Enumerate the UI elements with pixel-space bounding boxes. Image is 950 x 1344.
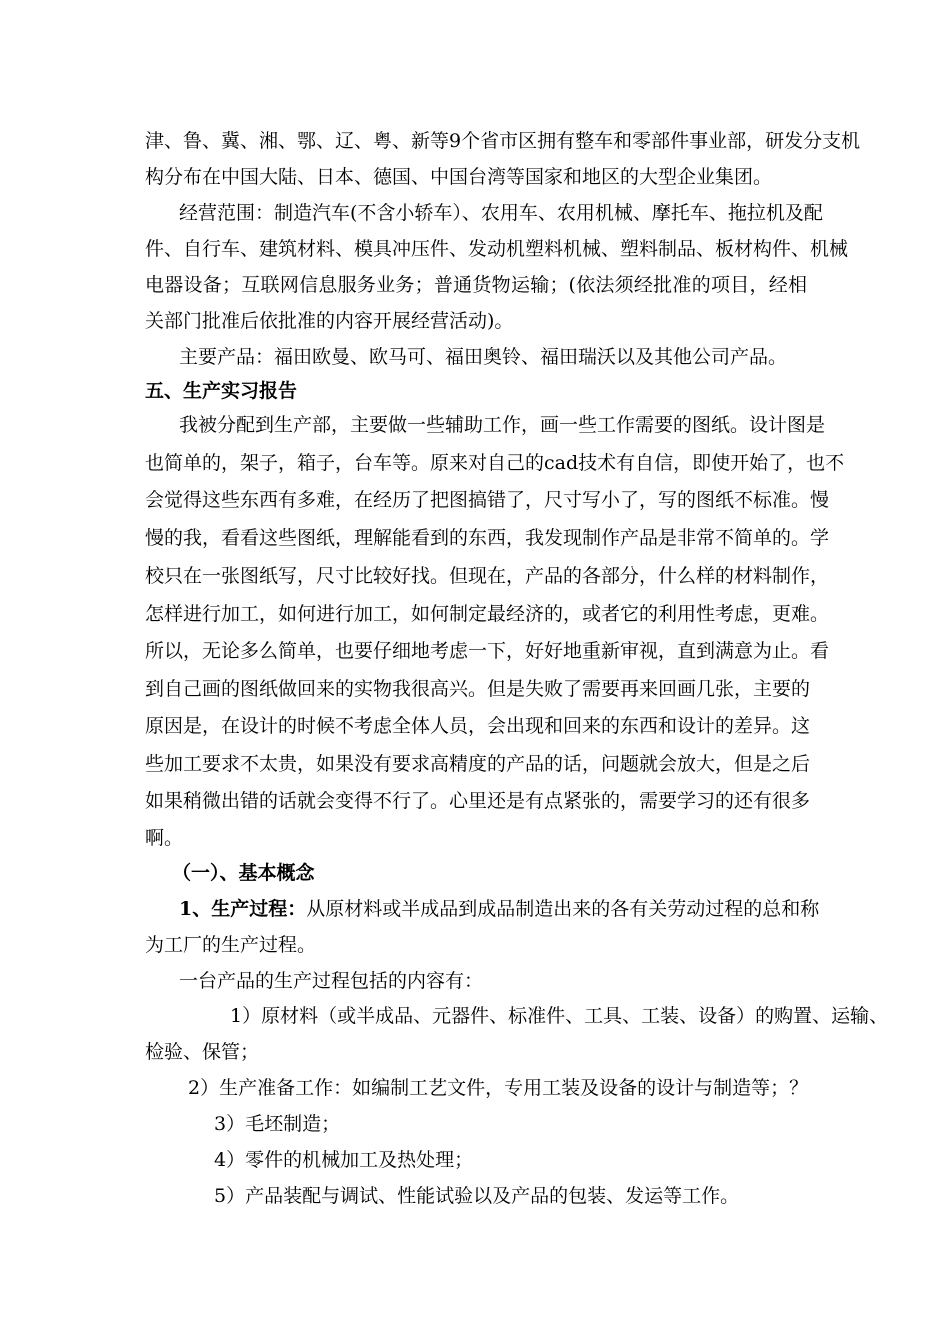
paragraph-scope-line-1: 经营范围：制造汽车(不含小轿车）、农用车、农用机械、摩托车、拖拉机及配	[179, 202, 823, 224]
paragraph-report-line-9: 原因是，在设计的时候不考虑全体人员，会出现和回来的东西和设计的差异。这	[145, 715, 811, 737]
paragraph-scope-line-3: 电器设备；互联网信息服务业务；普通货物运输；(依法须经批准的项目，经相	[145, 274, 807, 296]
paragraph-scope-line-2: 件、自行车、建筑材料、模具冲压件、发动机塑料机械、塑料制品、板材构件、机械	[145, 238, 849, 260]
list-item-4: 4）零件的机械加工及热处理；	[214, 1149, 474, 1171]
list-item-2: 2）生产准备工作：如编制工艺文件，专用工装及设备的设计与制造等；？	[188, 1077, 809, 1099]
paragraph-regions-line-2: 构分布在中国大陆、日本、德国、中国台湾等国家和地区的大型企业集团。	[145, 166, 773, 188]
paragraph-report-line-3: 会觉得这些东西有多难，在经历了把图搞错了，尺寸写小了，写的图纸不标准。慢	[145, 489, 830, 511]
paragraph-report-line-7: 所以，无论多么简单，也要仔细地考虑一下，好好地重新审视，直到满意为止。看	[145, 640, 830, 662]
term-production-process: 1、生产过程：	[179, 898, 307, 920]
paragraph-process-line-1	[179, 891, 820, 927]
paragraph-report-line-12: 啊。	[145, 827, 184, 849]
paragraph-report-line-5: 校只在一张图纸写，尺寸比较好找。但现在，产品的各部分，什么样的材料制作，	[145, 565, 830, 587]
paragraph-regions-line-1: 津、鲁、冀、湘、鄂、辽、粤、新等9个省市区拥有整车和零部件事业部，研发分支机	[145, 130, 861, 152]
paragraph-includes: 一台产品的生产过程包括的内容有：	[179, 970, 484, 992]
paragraph-process-line-2: 为工厂的生产过程。	[145, 934, 317, 956]
paragraph-report-line-1: 我被分配到生产部，主要做一些辅助工作，画一些工作需要的图纸。设计图是	[179, 414, 826, 436]
paragraph-report-line-2: 也简单的，架子，箱子，台车等。原来对自己的cad技术有自信，即使开始了，也不	[145, 452, 845, 474]
paragraph-report-line-8: 到自己画的图纸做回来的实物我很高兴。但是失败了需要再来回画几张，主要的	[145, 678, 811, 700]
paragraph-report-line-6: 怎样进行加工，如何进行加工，如何制定最经济的，或者它的利用性考虑，更难。	[145, 603, 830, 625]
list-item-1-line-1: 1）原材料（或半成品、元器件、标准件、工具、工装、设备）的购置、运输、	[230, 1005, 889, 1027]
paragraph-products: 主要产品：福田欧曼、欧马可、福田奥铃、福田瑞沃以及其他公司产品。	[179, 346, 788, 368]
paragraph-report-line-10: 些加工要求不太贵，如果没有要求高精度的产品的话，问题就会放大，但是之后	[145, 753, 811, 775]
section-heading: 五、生产实习报告	[145, 380, 298, 402]
process-definition-text: 从原材料或半成品到成品制造出来的各有关劳动过程的总和称	[306, 898, 820, 920]
list-item-1-line-2: 检验、保管；	[145, 1041, 260, 1063]
list-item-5: 5）产品装配与调试、性能试验以及产品的包装、发运等工作。	[214, 1185, 740, 1207]
paragraph-scope-line-4: 关部门批准后依批准的内容开展经营活动)。	[145, 310, 514, 332]
paragraph-report-line-4: 慢的我，看看这些图纸，理解能看到的东西，我发现制作产品是非常不简单的。学	[145, 527, 830, 549]
list-item-3: 3）毛坯制造；	[214, 1113, 341, 1135]
paragraph-report-line-11: 如果稍微出错的话就会变得不行了。心里还是有点紧张的，需要学习的还有很多	[145, 790, 811, 812]
subsection-heading: （一）、基本概念	[172, 862, 315, 884]
